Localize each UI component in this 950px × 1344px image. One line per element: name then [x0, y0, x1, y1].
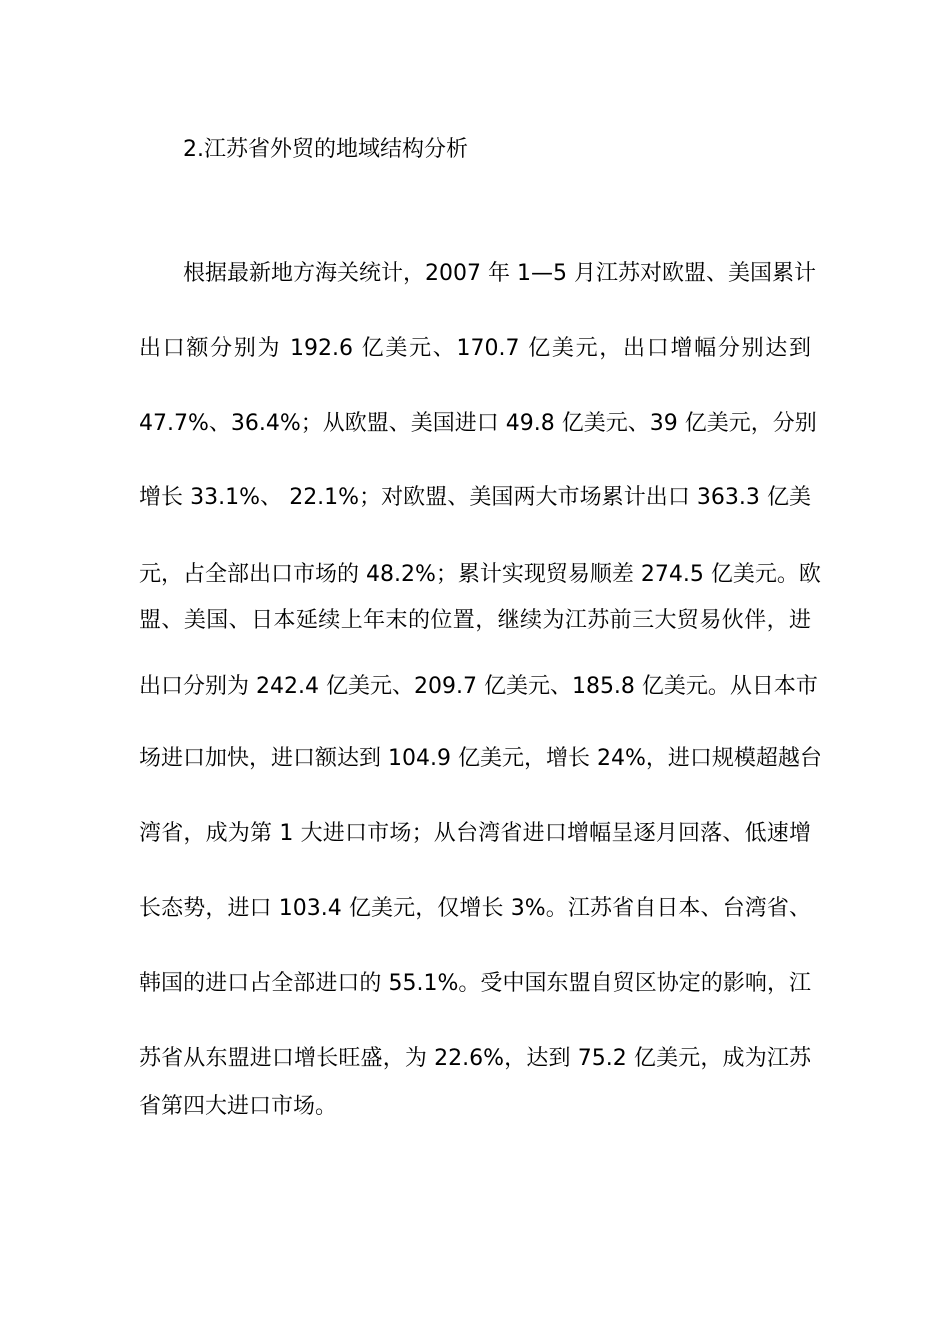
paragraph-line: 增长 33.1%、 22.1%；对欧盟、美国两大市场累计出口 363.3 亿美 — [139, 485, 811, 510]
paragraph-line: 长态势，进口 103.4 亿美元，仅增长 3%。江苏省自日本、台湾省、 — [139, 896, 811, 921]
paragraph-line: 出口额分别为 192.6 亿美元、170.7 亿美元，出口增幅分别达到 — [139, 336, 811, 361]
paragraph-line: 苏省从东盟进口增长旺盛，为 22.6%，达到 75.2 亿美元，成为江苏 — [139, 1046, 811, 1071]
paragraph-line: 湾省，成为第 1 大进口市场；从台湾省进口增幅呈逐月回落、低速增 — [139, 821, 811, 846]
paragraph-line: 出口分别为 242.4 亿美元、209.7 亿美元、185.8 亿美元。从日本市 — [139, 674, 818, 699]
section-heading: 2.江苏省外贸的地域结构分析 — [183, 137, 468, 162]
paragraph-line: 场进口加快，进口额达到 104.9 亿美元，增长 24%，进口规模超越台 — [139, 746, 822, 771]
paragraph-line: 元，占全部出口市场的 48.2%；累计实现贸易顺差 274.5 亿美元。欧 — [139, 562, 821, 587]
paragraph-line: 省第四大进口市场。 — [139, 1094, 338, 1119]
paragraph-line: 根据最新地方海关统计，2007 年 1—5 月江苏对欧盟、美国累计 — [183, 261, 816, 286]
paragraph-line: 47.7%、36.4%；从欧盟、美国进口 49.8 亿美元、39 亿美元，分别 — [139, 411, 817, 436]
paragraph-line: 韩国的进口占全部进口的 55.1%。受中国东盟自贸区协定的影响，江 — [139, 971, 811, 996]
paragraph-line: 盟、美国、日本延续上年末的位置，继续为江苏前三大贸易伙伴，进 — [139, 608, 811, 633]
